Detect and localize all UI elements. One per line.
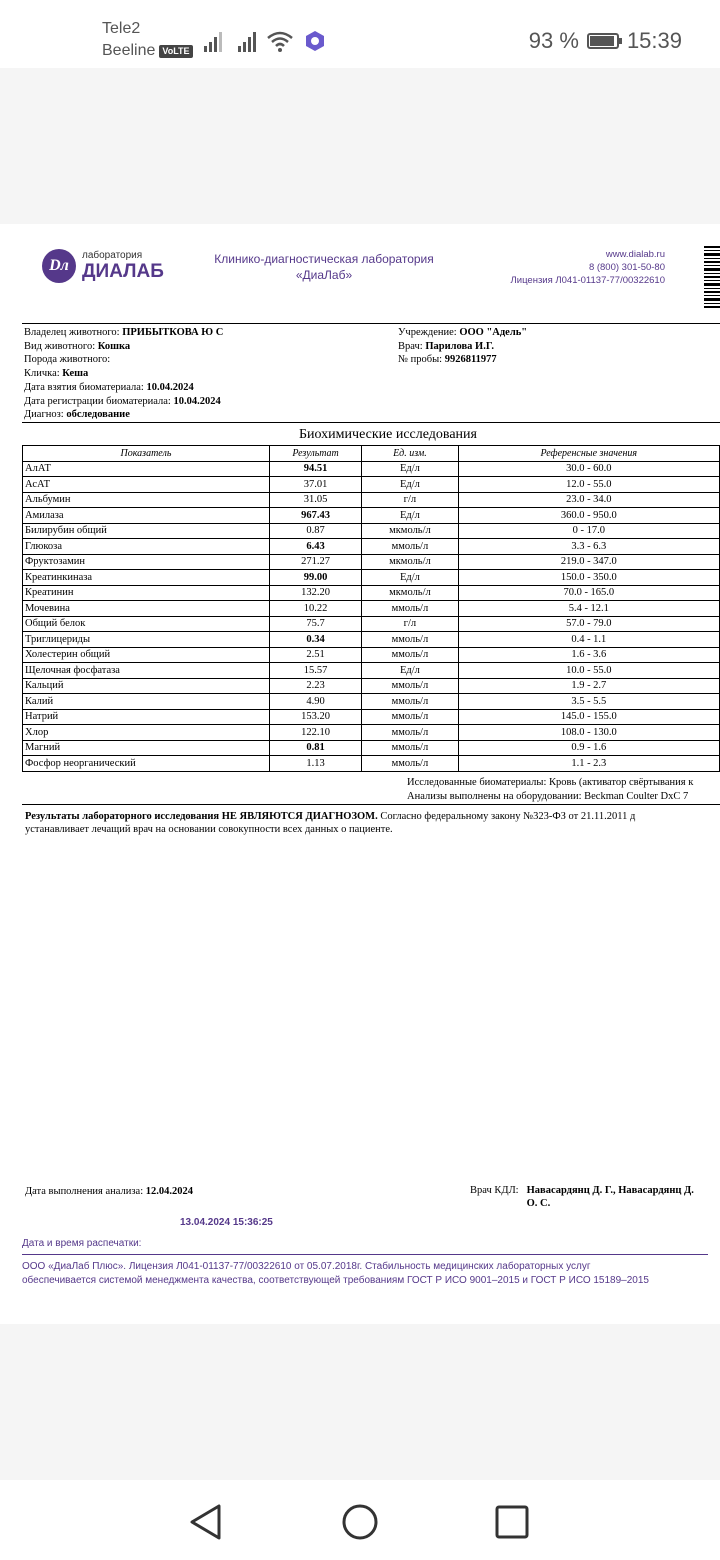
table-row [23, 554, 720, 570]
wifi-icon [266, 30, 294, 52]
col-header-reference: Референсные значения [458, 446, 719, 462]
reference-value: 12.0 - 55.0 [458, 477, 719, 493]
indicator-name: Глюкоза [23, 539, 270, 555]
result-value: 2.23 [269, 678, 361, 694]
lab-contacts [511, 248, 665, 287]
carrier-2-row [102, 40, 193, 62]
analysis-notes [407, 776, 693, 803]
table-row [23, 616, 720, 632]
status-bar [0, 0, 720, 68]
table-row [23, 492, 720, 508]
home-circle-icon[interactable] [340, 1502, 380, 1542]
lab-title-line2: «ДиаЛаб» [295, 268, 353, 282]
reference-value: 108.0 - 130.0 [458, 725, 719, 741]
app-status-icon [304, 30, 326, 52]
unit-value: ммоль/л [362, 709, 458, 725]
table-row [23, 570, 720, 586]
indicator-name: Натрий [23, 709, 270, 725]
result-value: 0.81 [269, 740, 361, 756]
table-row [23, 461, 720, 477]
table-row [23, 585, 720, 601]
species-value: Кошка [97, 340, 131, 352]
table-header-row [23, 446, 720, 462]
lab-license: Лицензия Л041-01137-77/00322610 [510, 275, 665, 286]
table-row [23, 647, 720, 663]
result-value: 967.43 [269, 508, 361, 524]
battery-fill [590, 36, 614, 46]
info-divider [22, 422, 720, 423]
disclaimer-bold: Результаты лабораторного исследования НЕ ЯВЛЯЮТСЯ ДИАГНОЗОМ. [25, 811, 378, 822]
table-row [23, 740, 720, 756]
result-value: 122.10 [269, 725, 361, 741]
lab-doctor-line2: О. С. [526, 1198, 551, 1209]
table-row [23, 756, 720, 772]
unit-value: Ед/л [362, 570, 458, 586]
doctor-label: Врач: [398, 340, 423, 352]
unit-value: мкмоль/л [362, 523, 458, 539]
unit-value: г/л [362, 616, 458, 632]
lab-phone: 8 (800) 301-50-80 [588, 262, 665, 273]
result-value: 31.05 [269, 492, 361, 508]
status-icons [204, 30, 326, 52]
owner-value: ПРИБЫТКОВА Ю С [122, 327, 224, 338]
reference-value: 70.0 - 165.0 [458, 585, 719, 601]
indicator-name: Фруктозамин [23, 554, 270, 570]
signal-bars-icon [204, 30, 222, 52]
reference-value: 1.6 - 3.6 [458, 647, 719, 663]
reg-date-value: 10.04.2024 [173, 395, 221, 407]
carrier-2: Beeline [102, 42, 156, 59]
table-row [23, 508, 720, 524]
result-value: 132.20 [269, 585, 361, 601]
indicator-name: Калий [23, 694, 270, 710]
disclaimer [25, 810, 635, 836]
reference-value: 5.4 - 12.1 [458, 601, 719, 617]
species-label: Вид животного: [24, 340, 96, 352]
reg-date-label: Дата регистрации биоматериала: [24, 395, 171, 407]
indicator-name: Холестерин общий [23, 647, 270, 663]
lab-doctor-label: Врач КДЛ: [470, 1185, 519, 1196]
reference-value: 0 - 17.0 [458, 523, 719, 539]
unit-value: ммоль/л [362, 740, 458, 756]
done-label: Дата выполнения анализа: [25, 1186, 144, 1197]
result-value: 271.27 [269, 554, 361, 570]
table-row [23, 663, 720, 679]
logo-big-text: ДИАЛАБ [82, 261, 164, 282]
result-value: 37.01 [269, 477, 361, 493]
indicator-name: АлАТ [23, 461, 270, 477]
indicator-name: Магний [23, 740, 270, 756]
unit-value: ммоль/л [362, 539, 458, 555]
unit-value: г/л [362, 492, 458, 508]
barcode-icon [704, 246, 720, 308]
table-row [23, 601, 720, 617]
lab-doctor [470, 1184, 694, 1210]
footer [22, 1260, 649, 1288]
col-header-result: Результат [269, 446, 361, 462]
sample-date-value: 10.04.2024 [146, 381, 194, 393]
reference-value: 1.1 - 2.3 [458, 756, 719, 772]
logo-mark-icon: Dл [42, 249, 76, 283]
disclaimer-line2: устанавливает лечащий врач на основании совокупности всех данных о пациенте. [25, 824, 393, 835]
back-triangle-icon[interactable] [186, 1502, 226, 1542]
signal-bars-icon [238, 30, 256, 52]
unit-value: ммоль/л [362, 601, 458, 617]
owner-label: Владелец животного: [24, 327, 120, 338]
table-row [23, 709, 720, 725]
result-value: 0.87 [269, 523, 361, 539]
table-row [23, 694, 720, 710]
indicator-name: Общий белок [23, 616, 270, 632]
unit-value: ммоль/л [362, 756, 458, 772]
reference-value: 3.5 - 5.5 [458, 694, 719, 710]
reference-value: 0.9 - 1.6 [458, 740, 719, 756]
reference-value: 30.0 - 60.0 [458, 461, 719, 477]
notes-divider [22, 804, 720, 805]
table-row [23, 477, 720, 493]
unit-value: Ед/л [362, 663, 458, 679]
unit-value: мкмоль/л [362, 585, 458, 601]
header-divider [22, 323, 720, 324]
unit-value: ммоль/л [362, 725, 458, 741]
indicator-name: АсАТ [23, 477, 270, 493]
indicator-name: Кальций [23, 678, 270, 694]
institution-info [398, 326, 527, 367]
reference-value: 145.0 - 155.0 [458, 709, 719, 725]
col-header-indicator: Показатель [23, 446, 270, 462]
reference-value: 0.4 - 1.1 [458, 632, 719, 648]
indicator-name: Амилаза [23, 508, 270, 524]
diagnosis-value: обследование [66, 409, 130, 421]
status-right [529, 28, 682, 54]
doctor-value: Парилова И.Г. [425, 340, 494, 352]
result-value: 4.90 [269, 694, 361, 710]
sample-no-label: № пробы: [398, 354, 443, 366]
table-row [23, 678, 720, 694]
table-title: Биохимические исследования [299, 427, 477, 442]
document-page [0, 224, 720, 1324]
sample-date-label: Дата взятия биоматериала: [24, 381, 144, 393]
completion-date [25, 1186, 193, 1197]
volte-badge: VoLTE [159, 45, 192, 58]
unit-value: мкмоль/л [362, 554, 458, 570]
reference-value: 3.3 - 6.3 [458, 539, 719, 555]
footer-line2: обеспечивается системой менеджмента качества, соответствующей требованиям ГОСТ Р ИСО 9001–2015 и ГОСТ Р ИСО 15189–2015 [22, 1275, 649, 1286]
lab-title [196, 251, 452, 283]
result-value: 6.43 [269, 539, 361, 555]
recents-square-icon[interactable] [492, 1502, 532, 1542]
dialab-logo [42, 249, 164, 283]
carrier-1: Tele2 [102, 20, 141, 37]
indicator-name: Щелочная фосфатаза [23, 663, 270, 679]
indicator-name: Креатинин [23, 585, 270, 601]
unit-value: ммоль/л [362, 678, 458, 694]
result-value: 2.51 [269, 647, 361, 663]
done-value: 12.04.2024 [145, 1186, 193, 1197]
reference-value: 150.0 - 350.0 [458, 570, 719, 586]
table-row [23, 539, 720, 555]
indicator-name: Мочевина [23, 601, 270, 617]
result-value: 99.00 [269, 570, 361, 586]
reference-value: 360.0 - 950.0 [458, 508, 719, 524]
indicator-name: Фосфор неорганический [23, 756, 270, 772]
result-value: 15.57 [269, 663, 361, 679]
lab-title-line1: Клинико-диагностическая лаборатория [214, 252, 434, 266]
result-value: 75.7 [269, 616, 361, 632]
patient-info [24, 326, 223, 422]
unit-value: ммоль/л [362, 694, 458, 710]
indicator-name: Билирубин общий [23, 523, 270, 539]
indicator-name: Триглицериды [23, 632, 270, 648]
battery-percent: 93 % [528, 28, 579, 53]
breed-label: Порода животного: [24, 354, 111, 366]
diagnosis-label: Диагноз: [24, 409, 64, 421]
sample-no-value: 9926811977 [444, 354, 497, 366]
result-value: 0.34 [269, 632, 361, 648]
navigation-bar [0, 1480, 720, 1560]
unit-value: ммоль/л [362, 632, 458, 648]
footer-line1: ООО «ДиаЛаб Плюс». Лицензия Л041-01137-77/00322610 от 05.07.2018г. Стабильность медицинских лабораторных услуг [22, 1261, 591, 1272]
biomaterial-note: Исследованные биоматериалы: Кровь (активатор свёртывания к [407, 777, 694, 788]
col-header-unit: Ед. изм. [362, 446, 458, 462]
table-row [23, 523, 720, 539]
result-value: 10.22 [269, 601, 361, 617]
nickname-label: Кличка: [24, 368, 60, 380]
unit-value: ммоль/л [362, 647, 458, 663]
reference-value: 219.0 - 347.0 [458, 554, 719, 570]
carrier-info [102, 18, 193, 62]
equipment-note: Анализы выполнены на оборудовании: Beckman Coulter DxC 7 [407, 790, 689, 802]
reference-value: 23.0 - 34.0 [458, 492, 719, 508]
reference-value: 10.0 - 55.0 [458, 663, 719, 679]
reference-value: 57.0 - 79.0 [458, 616, 719, 632]
table-row [23, 632, 720, 648]
unit-value: Ед/л [362, 461, 458, 477]
print-label: Дата и время распечатки: [22, 1238, 142, 1249]
nickname-value: Кеша [62, 368, 89, 380]
lab-doctor-line1: Навасардянц Д. Г., Навасардянц Д. [526, 1185, 694, 1196]
logo-small-text: лаборатория [82, 250, 143, 261]
lab-website: www.dialab.ru [605, 249, 665, 260]
result-value: 1.13 [269, 756, 361, 772]
unit-value: Ед/л [362, 477, 458, 493]
logo-text [82, 251, 164, 281]
institution-value: ООО "Адель" [459, 327, 528, 338]
disclaimer-rest: Согласно федеральному закону №323-ФЗ от 21.11.2011 д [377, 811, 636, 822]
clock: 15:39 [626, 28, 682, 53]
result-value: 94.51 [269, 461, 361, 477]
results-table [22, 445, 720, 772]
footer-divider [22, 1254, 708, 1255]
print-datetime: 13.04.2024 15:36:25 [180, 1217, 273, 1228]
table-row [23, 725, 720, 741]
institution-label: Учреждение: [398, 327, 457, 338]
reference-value: 1.9 - 2.7 [458, 678, 719, 694]
indicator-name: Альбумин [23, 492, 270, 508]
battery-icon [587, 33, 619, 49]
indicator-name: Креатинкиназа [23, 570, 270, 586]
result-value: 153.20 [269, 709, 361, 725]
indicator-name: Хлор [23, 725, 270, 741]
unit-value: Ед/л [362, 508, 458, 524]
